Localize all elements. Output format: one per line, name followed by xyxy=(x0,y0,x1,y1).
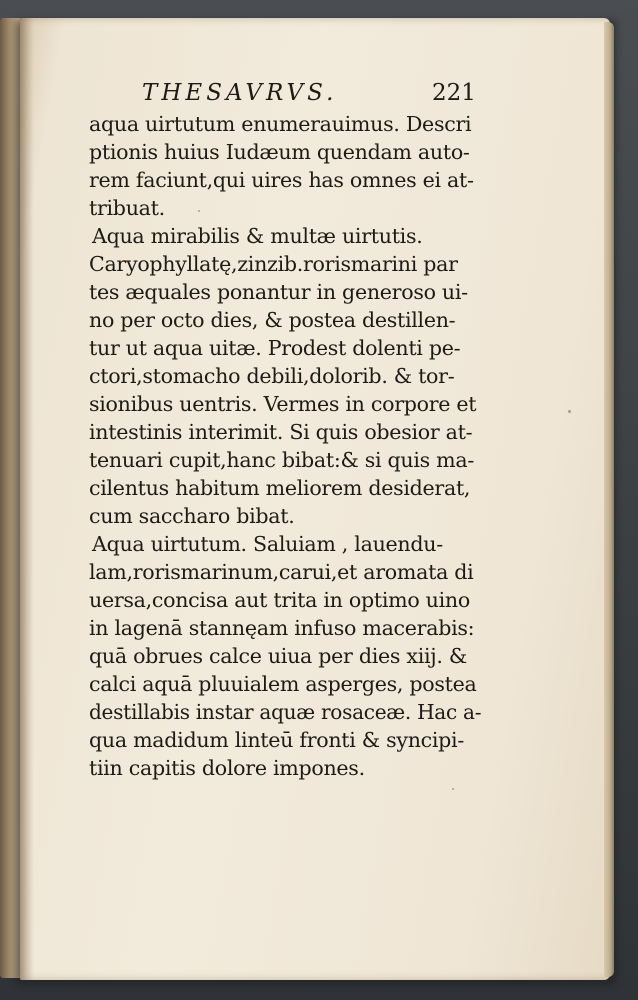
text-line: tiin capitis dolore impones. xyxy=(89,756,365,780)
text-line: Aqua mirabilis & multæ uirtutis. xyxy=(92,224,423,248)
text-line: tenuari cupit,hanc bibat:& si quis ma- xyxy=(89,448,475,472)
text-line: calci aquā pluuialem asperges, postea xyxy=(89,672,477,696)
text-line: ptionis huius Iudæum quendam auto- xyxy=(89,140,470,164)
text-line: cum saccharo bibat. xyxy=(89,504,295,528)
text-line: tur ut aqua uitæ. Prodest dolenti pe- xyxy=(89,336,461,360)
text-line: intestinis interimit. Si quis obesior at- xyxy=(89,420,473,444)
body-text xyxy=(90,110,480,782)
text-line: cilentus habitum meliorem desiderat, xyxy=(89,476,471,500)
text-line: no per octo dies, & postea destillen- xyxy=(89,308,456,332)
page-header xyxy=(142,76,476,110)
text-line: ctori,stomacho debili,dolorib. & tor- xyxy=(89,364,455,388)
page-number: 221 xyxy=(432,80,476,106)
text-line: tribuat. xyxy=(89,196,165,220)
paper-speck xyxy=(452,788,454,790)
paper-speck xyxy=(568,410,571,413)
page-fore-edge xyxy=(604,22,614,977)
text-line: destillabis instar aquæ rosaceæ. Hac a- xyxy=(89,700,482,724)
text-line: rem faciunt,qui uires has omnes ei at- xyxy=(89,168,474,192)
text-line: Aqua uirtutum. Saluiam , lauendu- xyxy=(92,532,443,556)
text-line: in lagenā stannęam infuso macerabis: xyxy=(89,616,475,640)
text-line: uersa,concisa aut trita in optimo uino xyxy=(89,588,470,612)
text-line: sionibus uentris. Vermes in corpore et xyxy=(89,392,477,416)
page-gutter xyxy=(20,18,34,980)
text-line: lam,rorismarinum,carui,et aromata di xyxy=(89,560,474,584)
text-line: Caryophyllatę,zinzib.rorismarini par xyxy=(89,252,458,276)
running-title: THESAVRVS. xyxy=(142,80,338,106)
text-line: qua madidum linteū fronti & syncipi- xyxy=(89,728,465,752)
paper-speck xyxy=(198,210,200,212)
text-line: aqua uirtutum enumerauimus. Descri xyxy=(89,112,472,136)
text-line: tes æquales ponantur in generoso ui- xyxy=(89,280,468,304)
text-line: quā obrues calce uiua per dies xiij. & xyxy=(89,644,467,668)
